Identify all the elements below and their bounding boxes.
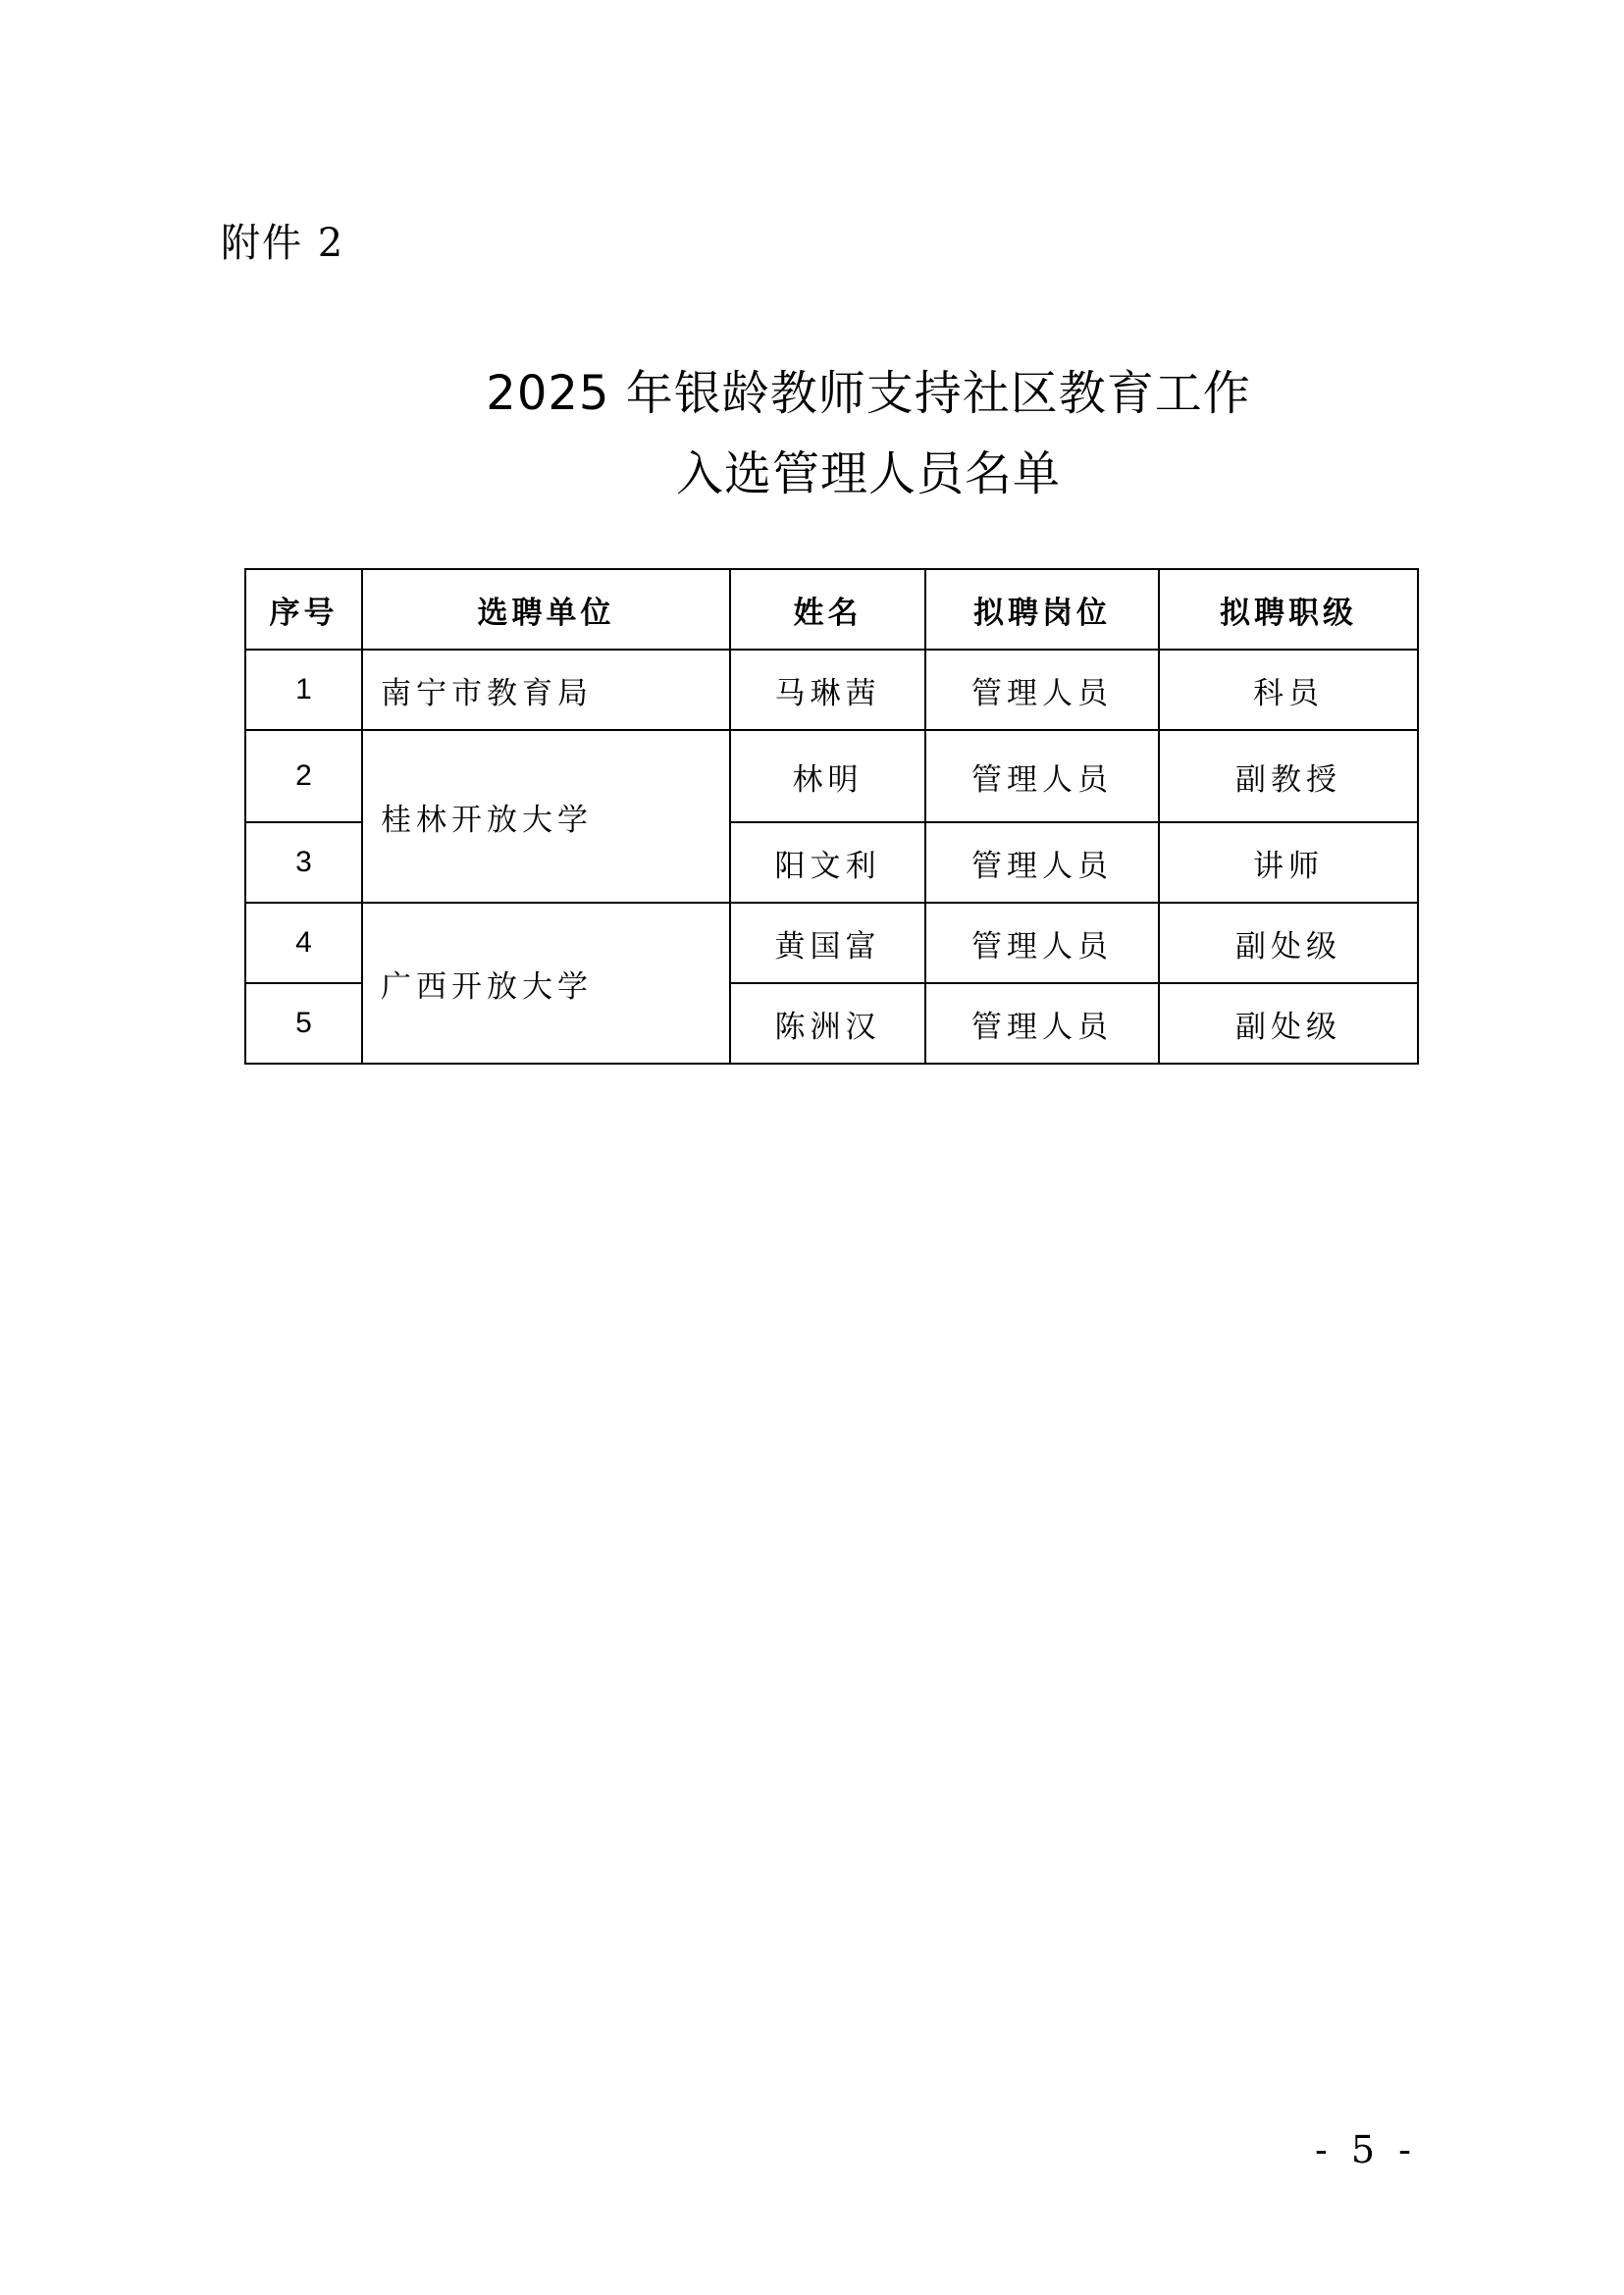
cell-unit: 桂林开放大学 <box>362 730 730 903</box>
cell-rank: 科员 <box>1159 650 1418 730</box>
cell-position: 管理人员 <box>925 730 1159 822</box>
header-position: 拟聘岗位 <box>925 569 1159 650</box>
cell-rank: 副处级 <box>1159 903 1418 983</box>
cell-rank: 副处级 <box>1159 983 1418 1064</box>
cell-position: 管理人员 <box>925 983 1159 1064</box>
cell-name: 林明 <box>730 730 925 822</box>
cell-seq: 2 <box>245 730 362 822</box>
cell-rank: 副教授 <box>1159 730 1418 822</box>
cell-unit: 南宁市教育局 <box>362 650 730 730</box>
table-row <box>245 650 1418 730</box>
header-rank: 拟聘职级 <box>1159 569 1418 650</box>
cell-position: 管理人员 <box>925 650 1159 730</box>
attachment-label: 附件 2 <box>221 221 345 266</box>
header-unit: 选聘单位 <box>362 569 730 650</box>
cell-position: 管理人员 <box>925 822 1159 903</box>
cell-name: 马琳茜 <box>730 650 925 730</box>
cell-name: 黄国富 <box>730 903 925 983</box>
table-row <box>245 903 1418 983</box>
cell-unit: 广西开放大学 <box>362 903 730 1064</box>
header-name: 姓名 <box>730 569 925 650</box>
cell-seq: 5 <box>245 983 362 1064</box>
cell-rank: 讲师 <box>1159 822 1418 903</box>
cell-seq: 1 <box>245 650 362 730</box>
table-header-row <box>245 569 1418 650</box>
cell-seq: 4 <box>245 903 362 983</box>
table-row <box>245 730 1418 822</box>
cell-name: 阳文利 <box>730 822 925 903</box>
cell-name: 陈洲汉 <box>730 983 925 1064</box>
page-title-line-2: 入选管理人员名单 <box>675 446 1061 501</box>
header-seq: 序号 <box>245 569 362 650</box>
page-number: - 5 - <box>1315 2128 1418 2171</box>
page-title-line-1: 2025 年银龄教师支持社区教育工作 <box>486 366 1251 421</box>
selected-staff-table <box>244 568 1419 1065</box>
cell-seq: 3 <box>245 822 362 903</box>
cell-position: 管理人员 <box>925 903 1159 983</box>
